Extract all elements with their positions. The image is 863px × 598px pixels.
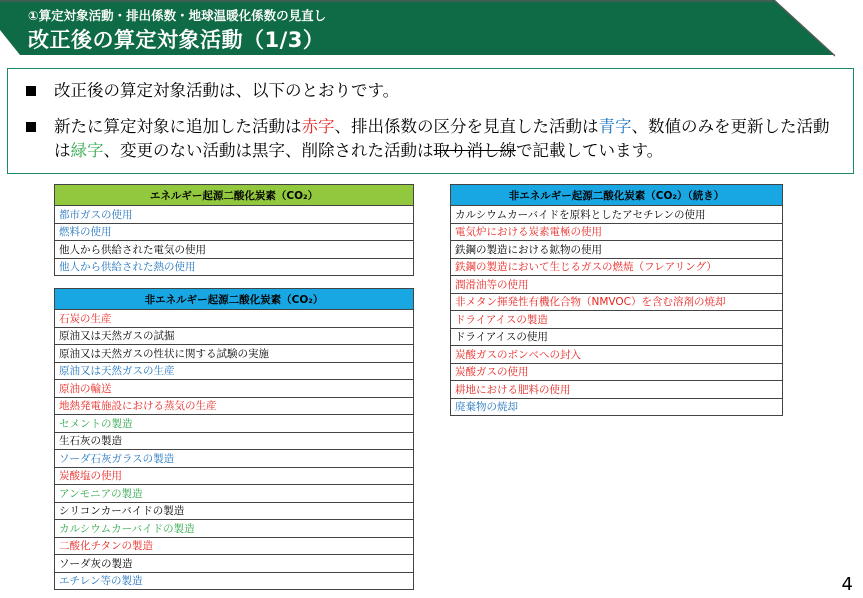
activity-cell: ソーダ灰の製造 <box>55 555 414 573</box>
activity-cell: 原油又は天然ガスの試掘 <box>55 327 414 345</box>
table-header: 非エネルギー起源二酸化炭素（CO₂）（続き） <box>451 185 783 206</box>
table-row <box>451 276 783 294</box>
table-row <box>55 327 414 345</box>
table-row <box>55 537 414 555</box>
table-row <box>451 363 783 381</box>
non-energy-co2-table-continued <box>450 184 783 416</box>
activity-cell: 鉄鋼の製造における鉱物の使用 <box>451 241 783 259</box>
table-row <box>55 502 414 520</box>
table-row <box>55 555 414 573</box>
table-row <box>55 450 414 468</box>
table-row <box>55 310 414 328</box>
table-row <box>451 381 783 399</box>
table-row <box>55 415 414 433</box>
note-item <box>26 79 846 103</box>
activity-cell: ドライアイスの製造 <box>451 311 783 329</box>
table-row <box>451 258 783 276</box>
table-row <box>55 467 414 485</box>
activity-cell: カルシウムカーバイドの製造 <box>55 520 414 538</box>
note-text: 改正後の算定対象活動は、以下のとおりです。 <box>54 81 400 100</box>
note-item <box>26 115 846 163</box>
legend-red: 赤字 <box>301 117 335 136</box>
energy-co2-table <box>54 184 414 276</box>
activity-cell: 非メタン揮発性有機化合物（NMVOC）を含む溶剤の焼却 <box>451 293 783 311</box>
square-bullet-icon <box>26 86 36 96</box>
activity-cell: セメントの製造 <box>55 415 414 433</box>
table-row <box>451 223 783 241</box>
activity-cell: 廃棄物の焼却 <box>451 398 783 416</box>
table-row <box>55 362 414 380</box>
activity-cell: 炭酸塩の使用 <box>55 467 414 485</box>
notes-box <box>7 68 854 174</box>
table-row <box>55 206 414 224</box>
table-row <box>55 572 414 590</box>
legend-blue: 青字 <box>598 117 632 136</box>
activity-cell: エチレン等の製造 <box>55 572 414 590</box>
activity-cell: カルシウムカーバイドを原料としたアセチレンの使用 <box>451 206 783 224</box>
table-row <box>55 258 414 276</box>
square-bullet-icon <box>26 122 36 132</box>
activity-cell: 二酸化チタンの製造 <box>55 537 414 555</box>
activity-cell: 耕地における肥料の使用 <box>451 381 783 399</box>
activity-cell: 鉄鋼の製造において生じるガスの燃焼（フレアリング） <box>451 258 783 276</box>
table-header: エネルギー起源二酸化炭素（CO₂） <box>55 185 414 206</box>
table-row <box>451 398 783 416</box>
table-row <box>55 380 414 398</box>
activity-cell: シリコンカーバイドの製造 <box>55 502 414 520</box>
activity-cell: 潤滑油等の使用 <box>451 276 783 294</box>
table-header: 非エネルギー起源二酸化炭素（CO₂） <box>55 289 414 310</box>
note-fragment: 新たに算定対象に追加した活動は <box>54 117 302 136</box>
activity-cell: 炭酸ガスの使用 <box>451 363 783 381</box>
table-row <box>55 223 414 241</box>
activity-cell: 生石灰の製造 <box>55 432 414 450</box>
table-row <box>451 346 783 364</box>
table-row <box>55 241 414 259</box>
table-row <box>451 293 783 311</box>
non-energy-co2-table <box>54 288 414 590</box>
table-row <box>451 311 783 329</box>
legend-green: 緑字 <box>70 141 104 160</box>
table-row <box>451 206 783 224</box>
note-fragment: 、変更のない活動は黒字、削除された活動は <box>103 141 434 160</box>
legend-strikethrough: 取り消し線 <box>433 141 516 160</box>
activity-cell: 地熱発電施設における蒸気の生産 <box>55 397 414 415</box>
table-row <box>55 485 414 503</box>
activity-cell: 原油又は天然ガスの生産 <box>55 362 414 380</box>
table-row <box>55 397 414 415</box>
activity-cell: 都市ガスの使用 <box>55 206 414 224</box>
activity-cell: 他人から供給された熱の使用 <box>55 258 414 276</box>
note-legend-text <box>54 115 844 163</box>
page-title: 改正後の算定対象活動（1/3） <box>28 28 325 52</box>
note-fragment: 、排出係数の区分を見直した活動は <box>334 117 599 136</box>
note-fragment: 、数値のみを更新した活動は <box>54 117 830 160</box>
activity-cell: 石炭の生産 <box>55 310 414 328</box>
table-row <box>55 520 414 538</box>
section-subtitle: ①算定対象活動・排出係数・地球温暖化係数の見直し <box>28 8 327 23</box>
table-row <box>55 345 414 363</box>
activity-cell: 燃料の使用 <box>55 223 414 241</box>
activity-cell: 電気炉における炭素電極の使用 <box>451 223 783 241</box>
note-fragment: で記載しています。 <box>516 141 664 160</box>
activity-cell: 炭酸ガスのボンベへの封入 <box>451 346 783 364</box>
table-row <box>451 241 783 259</box>
activity-cell: 原油の輸送 <box>55 380 414 398</box>
activity-cell: アンモニアの製造 <box>55 485 414 503</box>
activity-cell: 他人から供給された電気の使用 <box>55 241 414 259</box>
activity-cell: ソーダ石灰ガラスの製造 <box>55 450 414 468</box>
table-row <box>55 432 414 450</box>
page-number: 4 <box>841 574 853 595</box>
activity-cell: 原油又は天然ガスの性状に関する試験の実施 <box>55 345 414 363</box>
table-row <box>451 328 783 346</box>
activity-cell: ドライアイスの使用 <box>451 328 783 346</box>
